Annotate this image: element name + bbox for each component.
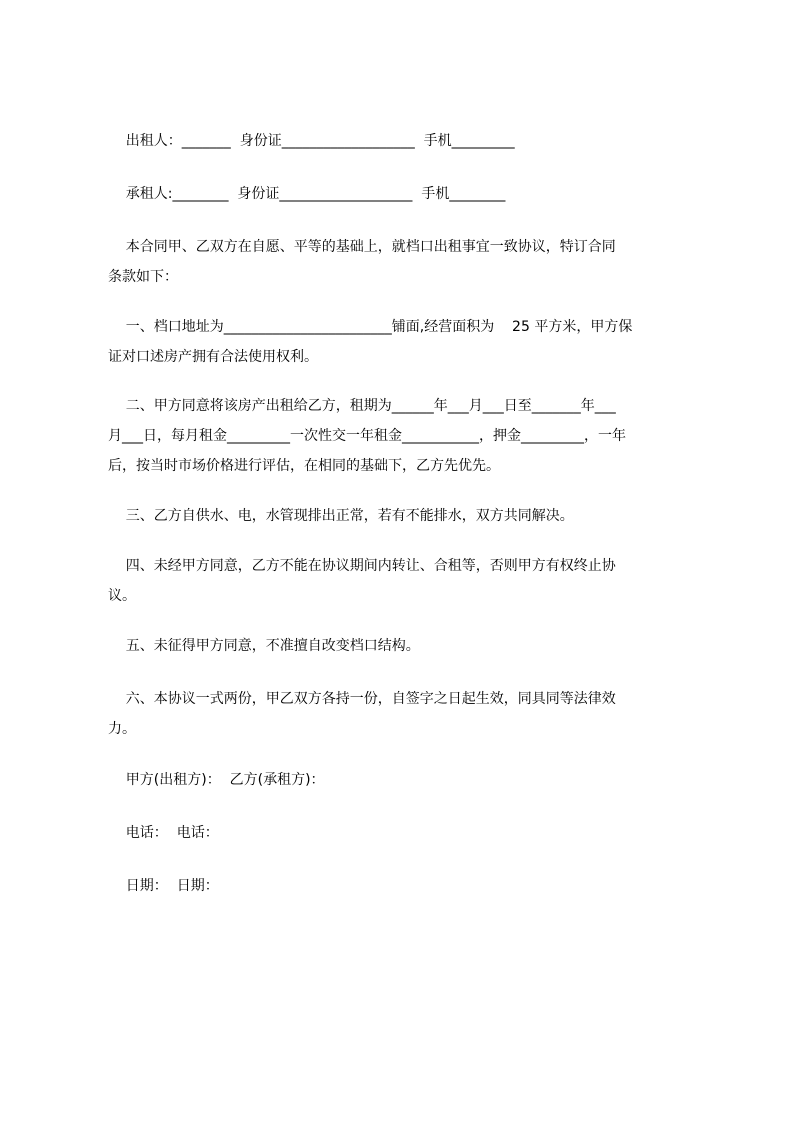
clause-1-line-2: 证对口述房产拥有合法使用权利。 [108,349,318,365]
intro-line-2: 条款如下： [108,269,178,285]
clause-3 [108,507,708,537]
clause-5 [108,637,708,667]
clause-1-line-1: 一、档口地址为________________________铺面,经营面积为 25 平方米，甲方保 [108,319,633,335]
clause-2-line-2: 月___日，每月租金_________一次性交一年租金___________，押金_________，一年 [108,428,626,444]
clause-4 [108,557,708,617]
clause-4-line-2: 议。 [108,588,136,604]
signature-date: 日期： 日期： [108,878,219,894]
clause-1 [108,318,708,378]
intro-line-1: 本合同甲、乙双方在自愿、平等的基础上，就档口出租事宜一致协议，特订合同 [108,239,616,255]
lessor-line: 出租人：_______ 身份证___________________ 手机_________ [108,133,515,149]
clause-6-line-1: 六、本协议一式两份，甲乙双方各持一份，自签字之日起生效，同具同等法律效 [108,691,616,707]
clause-6-line-2: 力。 [108,721,136,737]
clause-4-line-1: 四、未经甲方同意，乙方不能在协议期间内转让、合租等，否则甲方有权终止协 [108,558,616,574]
intro-paragraph [108,238,708,298]
clause-5-line-1: 五、未征得甲方同意，不准擅自改变档口结构。 [108,638,420,654]
clause-2-line-3: 后，按当时市场价格进行评估，在相同的基础下，乙方先优先。 [108,458,500,474]
clause-2 [108,397,708,487]
lessee-line: 承租人:________ 身份证___________________ 手机________ [108,186,506,202]
signature-parties: 甲方(出租方)： 乙方(承租方)： [108,772,325,788]
clause-2-line-1: 二、甲方同意将该房产出租给乙方，租期为______年___月___日至_______年___ [108,398,616,414]
signature-phone: 电话： 电话： [108,825,219,841]
clause-6 [108,690,708,750]
clause-3-line-1: 三、乙方自供水、电，水管现排出正常，若有不能排水，双方共同解决。 [108,508,574,524]
